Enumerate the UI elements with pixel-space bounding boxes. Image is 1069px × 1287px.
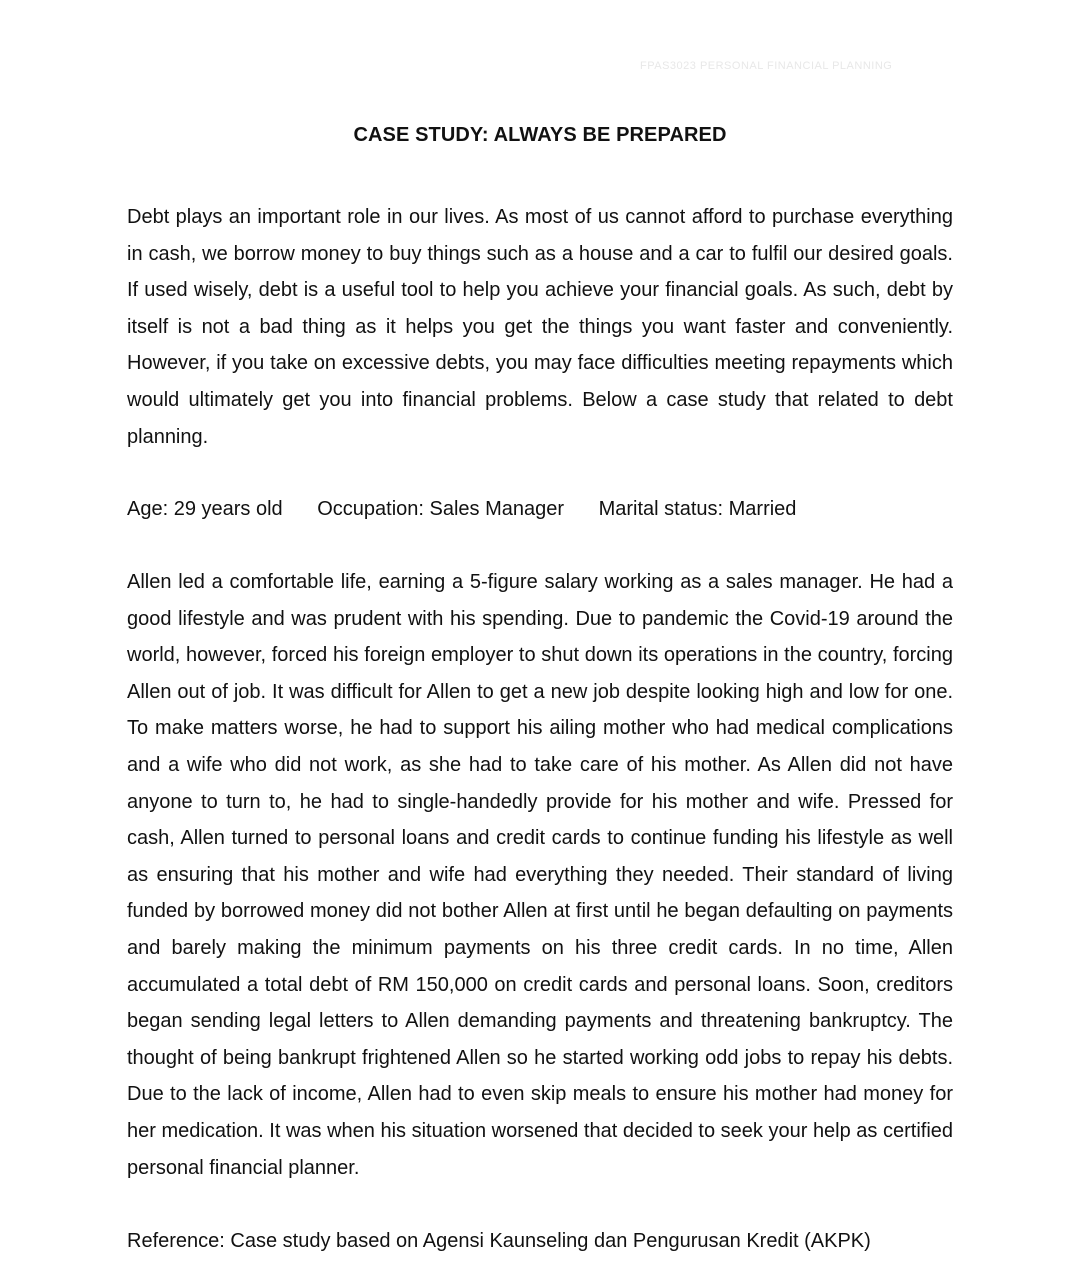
faint-header-text: FPAS3023 PERSONAL FINANCIAL PLANNING [640,60,893,72]
case-paragraph: Allen led a comfortable life, earning a 5-figure salary working as a sales manager. He had a good lifestyle and was prudent with his spending. Due to pandemic the Covid-19 around the world, however, forced his foreign employer to shut down its operations in the country, forcing Allen out of job. It was difficult for Allen to get a new job despite looking high and low for one. To make matters worse, he had to support his ailing mother who had medical complications and a wife who did not work, as she had to take care of his mother. As Allen did not have anyone to turn to, he had to single-handedly provide for his mother and wife. Pressed for cash, Allen turned to personal loans and credit cards to continue funding his lifestyle as well as ensuring that his mother and wife had everything they needed. Their standard of living funded by borrowed money did not bother Allen at first until he began defaulting on payments and barely making the minimum payments on his three credit cards. In no time, Allen accumulated a total debt of RM 150,000 on credit cards and personal loans. Soon, creditors began sending legal letters to Allen demanding payments and threatening bankruptcy. The thought of being bankrupt frightened Allen so he started working odd jobs to repay his debts. Due to the lack of income, Allen had to even skip meals to ensure his mother had money for her medication. It was when his situation worsened that decided to seek your help as certified personal financial planner. [127,571,954,1179]
profile-age: Age: 29 years old [127,498,283,520]
profile-occupation: Occupation: Sales Manager [317,498,565,520]
reference-note: Reference: Case study based on Agensi Kaunseling dan Pengurusan Kredit (AKPK) [127,1230,871,1252]
client-profile [127,491,953,527]
profile-marital-status: Marital status: Married [598,498,797,520]
intro-paragraph: Debt plays an important role in our lives. As most of us cannot afford to purchase everything in cash, we borrow money to buy things such as a house and a car to fulfil our desired goals. If used wisely, debt is a useful tool to help you achieve your financial goals. As such, debt by itself is not a bad thing as it helps you get the things you want faster and conveniently. However, if you take on excessive debts, you may face difficulties meeting repayments which would ultimately get you into financial problems. Below a case study that related to debt planning. [127,206,953,448]
document-title: CASE STUDY: ALWAYS BE PREPARED [353,124,727,146]
